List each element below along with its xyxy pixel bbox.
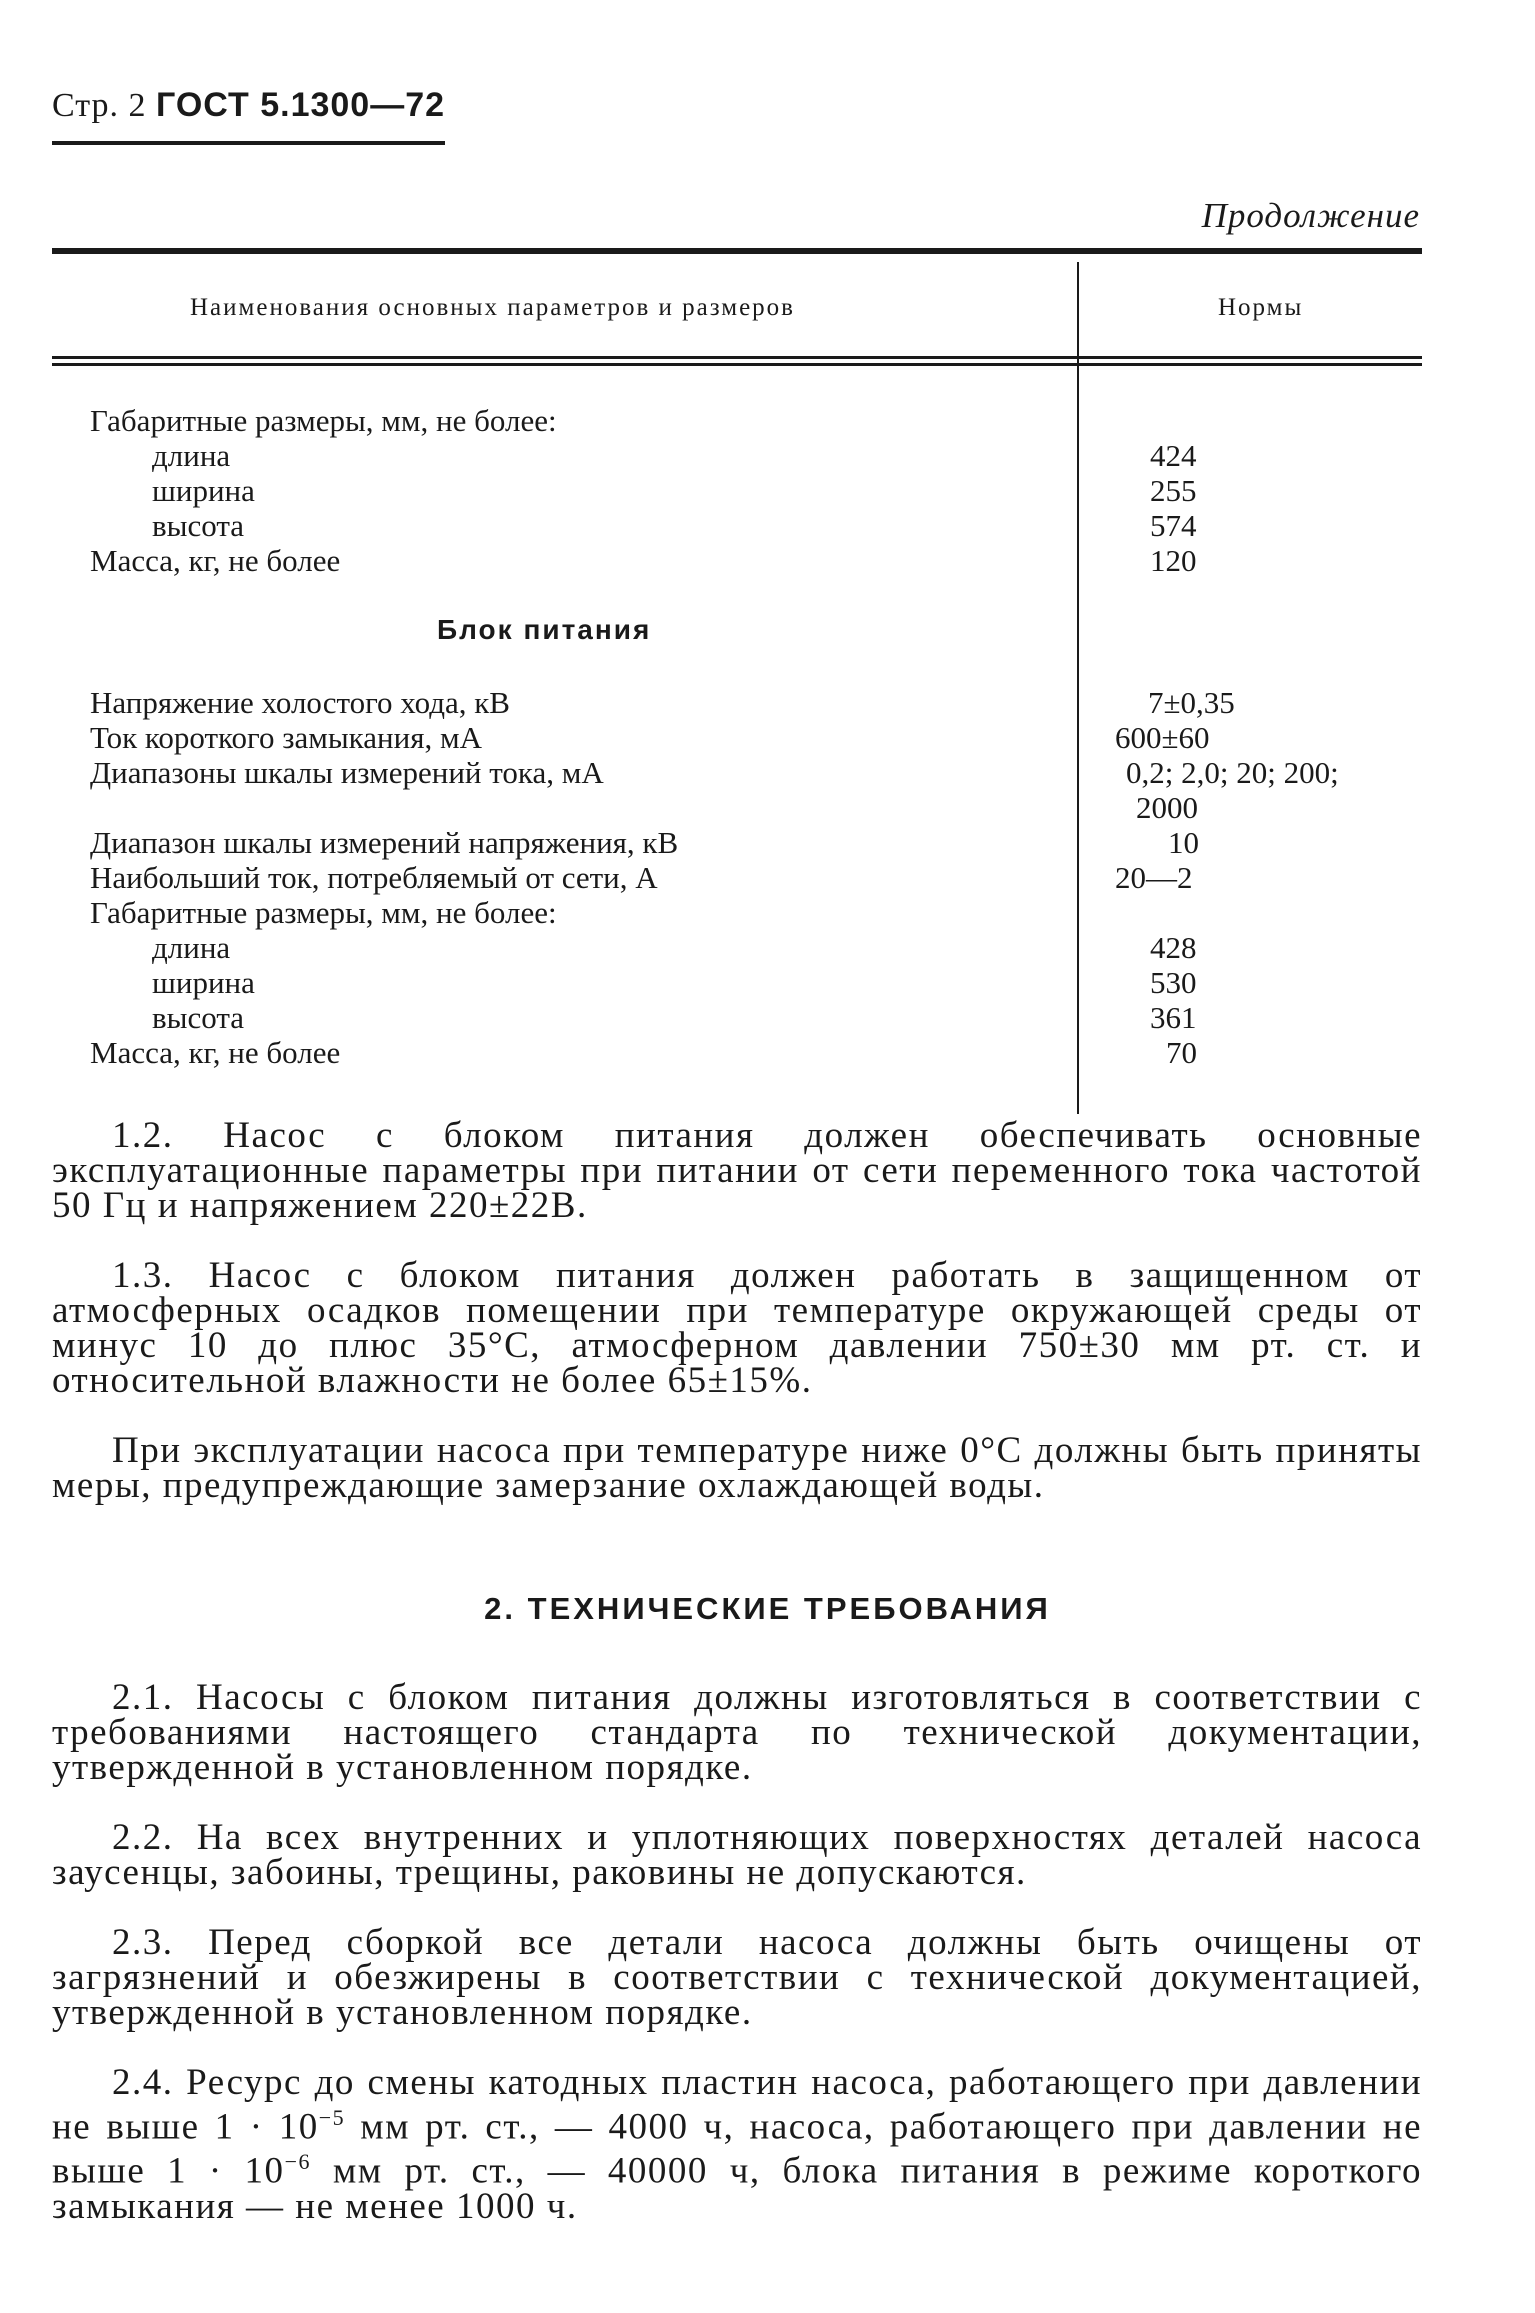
row-value: 600±60 [1115, 720, 1210, 755]
section-2-title: 2. ТЕХНИЧЕСКИЕ ТРЕБОВАНИЯ [484, 1591, 1051, 1626]
table-column-divider [1077, 262, 1079, 1114]
row-name: Наибольший ток, потребляемый от сети, А [90, 860, 658, 895]
row-name: Ток короткого замыкания, мА [90, 720, 482, 755]
paragraph-2-4: 2.4. Ресурс до смены катодных пластин насоса, работающего при давлении не выше $1 \cdot 10^{-5}$ мм рт. ст., — 4000 ч, насоса, работающего при давлении не выше $1 \cdot 10^{-6}$ мм рт. ст., — 40000 ч, блока питания в режиме короткого замыкания — не менее 1000 ч. [52, 2062, 1423, 2227]
page-header [52, 86, 445, 145]
table-top-rule [52, 248, 1422, 254]
row-name: длина [152, 930, 231, 965]
row-value: 428 [1150, 930, 1197, 965]
row-value: 361 [1150, 1000, 1197, 1035]
row-name: Диапазоны шкалы измерений тока, мА [90, 755, 604, 790]
page-number: Стр. 2 [52, 87, 147, 124]
standard-code: ГОСТ 5.1300—72 [156, 86, 446, 124]
table-header-rule [52, 356, 1422, 359]
row-value: 20—2 [1115, 860, 1193, 895]
row-name: Напряжение холостого хода, кВ [90, 685, 510, 720]
row-value: 2000 [1136, 790, 1198, 825]
paragraph-2-1: 2.1. Насосы с блоком питания должны изготовляться в соответствии с требованиями настоящего стандарта по технической документации, утвержденной в установленном порядке. [52, 1677, 1422, 1788]
paragraph-2-2: 2.2. На всех внутренних и уплотняющих поверхностях деталей насоса заусенцы, забоины, трещины, раковины не допускаются. [52, 1817, 1422, 1893]
row-value: 255 [1150, 473, 1197, 508]
row-name: Масса, кг, не более [90, 1035, 341, 1070]
paragraph-1-3: 1.3. Насос с блоком питания должен работать в защищенном от атмосферных осадков помещении при температуре окружающей среды от минус 10 до плюс 35°С, атмосферном давлении 750±30 мм рт. ст. и относительной влажности не более 65±15%. [52, 1255, 1422, 1401]
row-value: 530 [1150, 965, 1197, 1000]
row-name: высота [152, 1000, 245, 1035]
row-value: 120 [1150, 543, 1197, 578]
table-header-name: Наименования основных параметров и размеров [190, 294, 795, 321]
row-value: 0,2; 2,0; 20; 200; [1126, 755, 1339, 790]
paragraph-1-3-note: При эксплуатации насоса при температуре ниже 0°С должны быть приняты меры, предупреждающие замерзание охлаждающей воды. [52, 1430, 1422, 1506]
row-name: ширина [152, 965, 255, 1000]
table-section-title: Блок питания [437, 614, 652, 645]
paragraph-2-3: 2.3. Перед сборкой все детали насоса должны быть очищены от загрязнений и обезжирены в соответствии с технической документацией, утвержденной в установленном порядке. [52, 1922, 1422, 2033]
paragraph-1-2: 1.2. Насос с блоком питания должен обеспечивать основные эксплуатационные параметры при питании от сети переменного тока частотой 50 Гц и напряжением 220±22В. [52, 1115, 1422, 1226]
row-name: длина [152, 438, 231, 473]
table-header-value: Нормы [1218, 294, 1304, 321]
table-header-rule-2 [52, 363, 1422, 366]
row-name: Габаритные размеры, мм, не более: [90, 403, 557, 438]
row-value: 10 [1168, 825, 1199, 860]
row-name: высота [152, 508, 245, 543]
continuation-label: Продолжение [1201, 196, 1420, 235]
row-value: 574 [1150, 508, 1197, 543]
row-name: Масса, кг, не более [90, 543, 341, 578]
row-value: 424 [1150, 438, 1197, 473]
row-name: ширина [152, 473, 255, 508]
row-name: Габаритные размеры, мм, не более: [90, 895, 557, 930]
row-value: 70 [1166, 1035, 1197, 1070]
row-value: 7±0,35 [1148, 685, 1235, 720]
row-name: Диапазон шкалы измерений напряжения, кВ [90, 825, 679, 860]
